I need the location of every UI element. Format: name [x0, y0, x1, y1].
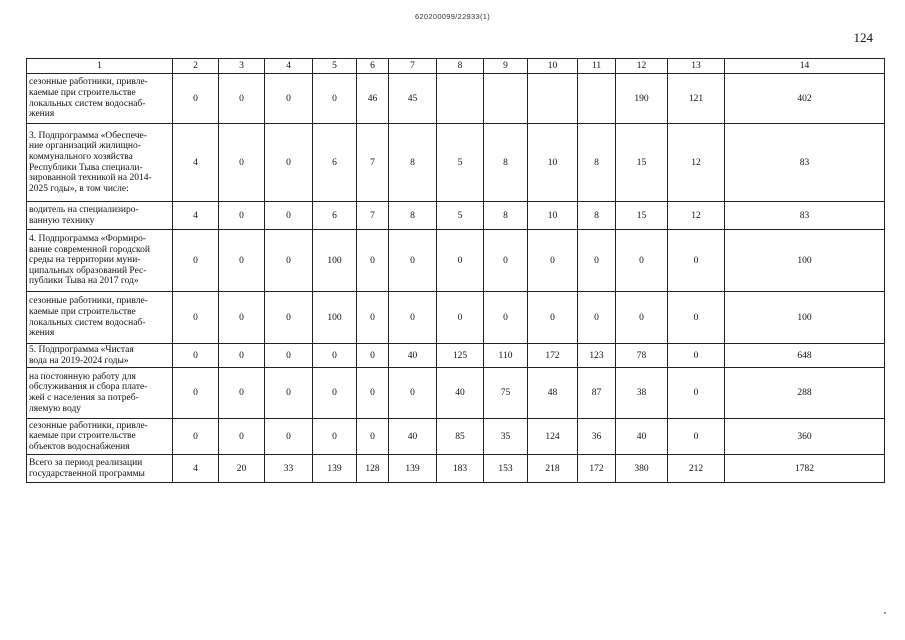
table-cell: 100: [725, 292, 885, 344]
table-cell: [484, 74, 528, 124]
table-cell: 87: [578, 368, 616, 419]
table-cell: 0: [668, 230, 725, 292]
table-cell: 85: [437, 419, 484, 455]
column-header: 8: [437, 59, 484, 74]
row-label-line: ние организаций жилищно-: [29, 141, 141, 152]
table-cell: 0: [313, 344, 357, 368]
table-cell: 8: [389, 124, 437, 202]
row-label-line: публики Тыва на 2017 год»: [29, 276, 139, 287]
row-label-line: локальных систем водоснаб-: [29, 317, 146, 328]
row-label-line: каемые при строительстве: [29, 431, 136, 442]
table-cell: 0: [616, 292, 668, 344]
column-header: 4: [265, 59, 313, 74]
column-header: 14: [725, 59, 885, 74]
table-cell: 0: [219, 419, 265, 455]
table-cell: 10: [528, 202, 578, 230]
table-cell: 360: [725, 419, 885, 455]
table-cell: 125: [437, 344, 484, 368]
row-label-line: объектов водоснабжения: [29, 441, 130, 452]
table-cell: 0: [219, 344, 265, 368]
row-label-line: жения: [29, 328, 55, 339]
table-row: [27, 344, 885, 368]
table-cell: 0: [173, 292, 219, 344]
table-cell: 0: [219, 230, 265, 292]
table-cell: 0: [357, 230, 389, 292]
table-cell: 0: [313, 368, 357, 419]
table-row: [27, 455, 885, 483]
row-label-line: сезонные работники, привле-: [29, 77, 148, 88]
table-cell: 172: [578, 455, 616, 483]
table-cell: 40: [437, 368, 484, 419]
table-cell: 8: [389, 202, 437, 230]
row-label-line: 3. Подпрограмма «Обеспече-: [29, 130, 147, 141]
table-cell: 15: [616, 202, 668, 230]
table-cell: 190: [616, 74, 668, 124]
table-cell: 0: [616, 230, 668, 292]
table-cell: 380: [616, 455, 668, 483]
table-cell: 0: [357, 368, 389, 419]
table-cell: 6: [313, 202, 357, 230]
column-header: 13: [668, 59, 725, 74]
column-header: 6: [357, 59, 389, 74]
table-header-row: [27, 59, 885, 74]
table-cell: 139: [389, 455, 437, 483]
table-cell: 78: [616, 344, 668, 368]
table-cell: 0: [265, 419, 313, 455]
table-cell: 75: [484, 368, 528, 419]
row-label-line: коммунального хозяйства: [29, 151, 133, 162]
table-cell: 12: [668, 202, 725, 230]
row-label-line: 2025 годы», в том числе:: [29, 183, 129, 194]
row-label-line: ципальных образований Рес-: [29, 265, 147, 276]
table-cell: 0: [313, 74, 357, 124]
table-cell: 0: [389, 292, 437, 344]
data-table: [26, 58, 885, 483]
table-row: [27, 202, 885, 230]
row-label: [27, 202, 173, 230]
table-cell: 0: [668, 292, 725, 344]
table-cell: 0: [173, 230, 219, 292]
row-label-line: водитель на специализиро-: [29, 204, 139, 215]
table-cell: 0: [437, 230, 484, 292]
table-cell: 8: [484, 202, 528, 230]
table-cell: 0: [528, 230, 578, 292]
row-label-line: зированной техникой на 2014-: [29, 173, 152, 184]
table-cell: [528, 74, 578, 124]
table-cell: 0: [265, 202, 313, 230]
table-cell: 4: [173, 455, 219, 483]
table-row: [27, 368, 885, 419]
table-cell: 0: [389, 230, 437, 292]
table-cell: 40: [389, 344, 437, 368]
table-cell: 402: [725, 74, 885, 124]
table-cell: 33: [265, 455, 313, 483]
table-cell: 0: [219, 292, 265, 344]
table-cell: 36: [578, 419, 616, 455]
row-label-line: каемые при строительстве: [29, 87, 136, 98]
row-label: [27, 74, 173, 124]
table-cell: 83: [725, 124, 885, 202]
row-label-line: среды на территории муни-: [29, 255, 141, 266]
row-label: [27, 344, 173, 368]
column-header: 2: [173, 59, 219, 74]
table-cell: 35: [484, 419, 528, 455]
table-cell: 12: [668, 124, 725, 202]
table-cell: 100: [313, 230, 357, 292]
table-row: [27, 230, 885, 292]
column-header: 7: [389, 59, 437, 74]
table-row: [27, 74, 885, 124]
row-label-line: на постоянную работу для: [29, 371, 136, 382]
row-label-line: локальных систем водоснаб-: [29, 98, 146, 109]
table-cell: 172: [528, 344, 578, 368]
table-cell: 83: [725, 202, 885, 230]
table-cell: 1782: [725, 455, 885, 483]
row-label: [27, 368, 173, 419]
table-cell: 8: [578, 124, 616, 202]
table-cell: 0: [265, 124, 313, 202]
row-label: [27, 230, 173, 292]
table-cell: 0: [668, 419, 725, 455]
table-cell: 139: [313, 455, 357, 483]
column-header: 1: [27, 59, 173, 74]
row-label-line: каемые при строительстве: [29, 306, 136, 317]
table-cell: 0: [265, 292, 313, 344]
table-cell: 0: [578, 292, 616, 344]
row-label: [27, 419, 173, 455]
table-cell: 7: [357, 202, 389, 230]
row-label-line: сезонные работники, привле-: [29, 420, 148, 431]
row-label-line: 4. Подпрограмма «Формиро-: [29, 234, 147, 245]
table-cell: 0: [219, 124, 265, 202]
column-header: 12: [616, 59, 668, 74]
table-cell: 5: [437, 124, 484, 202]
row-label-line: 5. Подпрограмма «Чистая: [29, 344, 134, 355]
column-header: 3: [219, 59, 265, 74]
table-cell: 0: [219, 368, 265, 419]
table-cell: 40: [389, 419, 437, 455]
column-header: 11: [578, 59, 616, 74]
table-cell: 153: [484, 455, 528, 483]
table-cell: 46: [357, 74, 389, 124]
table-cell: 288: [725, 368, 885, 419]
table-cell: 10: [528, 124, 578, 202]
table-cell: 8: [578, 202, 616, 230]
table-cell: 128: [357, 455, 389, 483]
table-cell: 45: [389, 74, 437, 124]
table-cell: 0: [484, 292, 528, 344]
table-cell: 38: [616, 368, 668, 419]
table-cell: 15: [616, 124, 668, 202]
table-cell: 4: [173, 202, 219, 230]
table-cell: 218: [528, 455, 578, 483]
table-cell: 0: [219, 74, 265, 124]
row-label-line: жения: [29, 109, 55, 120]
row-label: [27, 292, 173, 344]
table-cell: 0: [668, 344, 725, 368]
column-header: 9: [484, 59, 528, 74]
row-label-line: вание современной городской: [29, 244, 151, 255]
table-cell: 0: [265, 230, 313, 292]
table-cell: 0: [484, 230, 528, 292]
table-cell: 0: [313, 419, 357, 455]
table-cell: 123: [578, 344, 616, 368]
table-cell: 0: [265, 344, 313, 368]
table-cell: 121: [668, 74, 725, 124]
table-cell: 8: [484, 124, 528, 202]
table-cell: 0: [173, 344, 219, 368]
table-cell: 110: [484, 344, 528, 368]
table-cell: 0: [173, 74, 219, 124]
table-cell: 7: [357, 124, 389, 202]
table-cell: 48: [528, 368, 578, 419]
document-id: 620200099/22933(1): [414, 12, 491, 21]
row-label-line: сезонные работники, привле-: [29, 296, 148, 307]
table-cell: 0: [437, 292, 484, 344]
table-row: [27, 124, 885, 202]
table-cell: 124: [528, 419, 578, 455]
table-cell: 40: [616, 419, 668, 455]
table-cell: 0: [357, 292, 389, 344]
table-cell: 0: [219, 202, 265, 230]
row-label-line: Всего за период реализации: [29, 457, 143, 468]
column-header: 10: [528, 59, 578, 74]
row-label-line: Республики Тыва специали-: [29, 162, 143, 173]
table-cell: 20: [219, 455, 265, 483]
row-label-line: вода на 2019-2024 годы»: [29, 355, 129, 366]
table-cell: 5: [437, 202, 484, 230]
table-cell: 0: [668, 368, 725, 419]
table-cell: 0: [265, 368, 313, 419]
row-label: [27, 455, 173, 483]
table-cell: 100: [725, 230, 885, 292]
page-number: 124: [853, 30, 873, 45]
table-cell: 0: [173, 368, 219, 419]
table-cell: 0: [265, 74, 313, 124]
row-label-line: обслуживания и сбора плате-: [29, 382, 148, 393]
table-cell: 6: [313, 124, 357, 202]
row-label-line: государственной программы: [29, 468, 145, 479]
table-cell: 0: [173, 419, 219, 455]
table-cell: 183: [437, 455, 484, 483]
table-cell: [437, 74, 484, 124]
row-label-line: жей с населения за потреб-: [29, 393, 139, 403]
table-cell: 0: [389, 368, 437, 419]
row-label: [27, 124, 173, 202]
table-cell: 0: [357, 344, 389, 368]
table-cell: 4: [173, 124, 219, 202]
table-cell: 0: [528, 292, 578, 344]
row-label-line: ляемую воду: [29, 403, 82, 414]
table-row: [27, 292, 885, 344]
scan-speck: [884, 612, 886, 614]
table-cell: 648: [725, 344, 885, 368]
table-cell: 0: [357, 419, 389, 455]
table-cell: 0: [578, 230, 616, 292]
table-cell: 100: [313, 292, 357, 344]
table-cell: 212: [668, 455, 725, 483]
column-header: 5: [313, 59, 357, 74]
table-row: [27, 419, 885, 455]
row-label-line: ванную технику: [29, 215, 95, 226]
table-cell: [578, 74, 616, 124]
